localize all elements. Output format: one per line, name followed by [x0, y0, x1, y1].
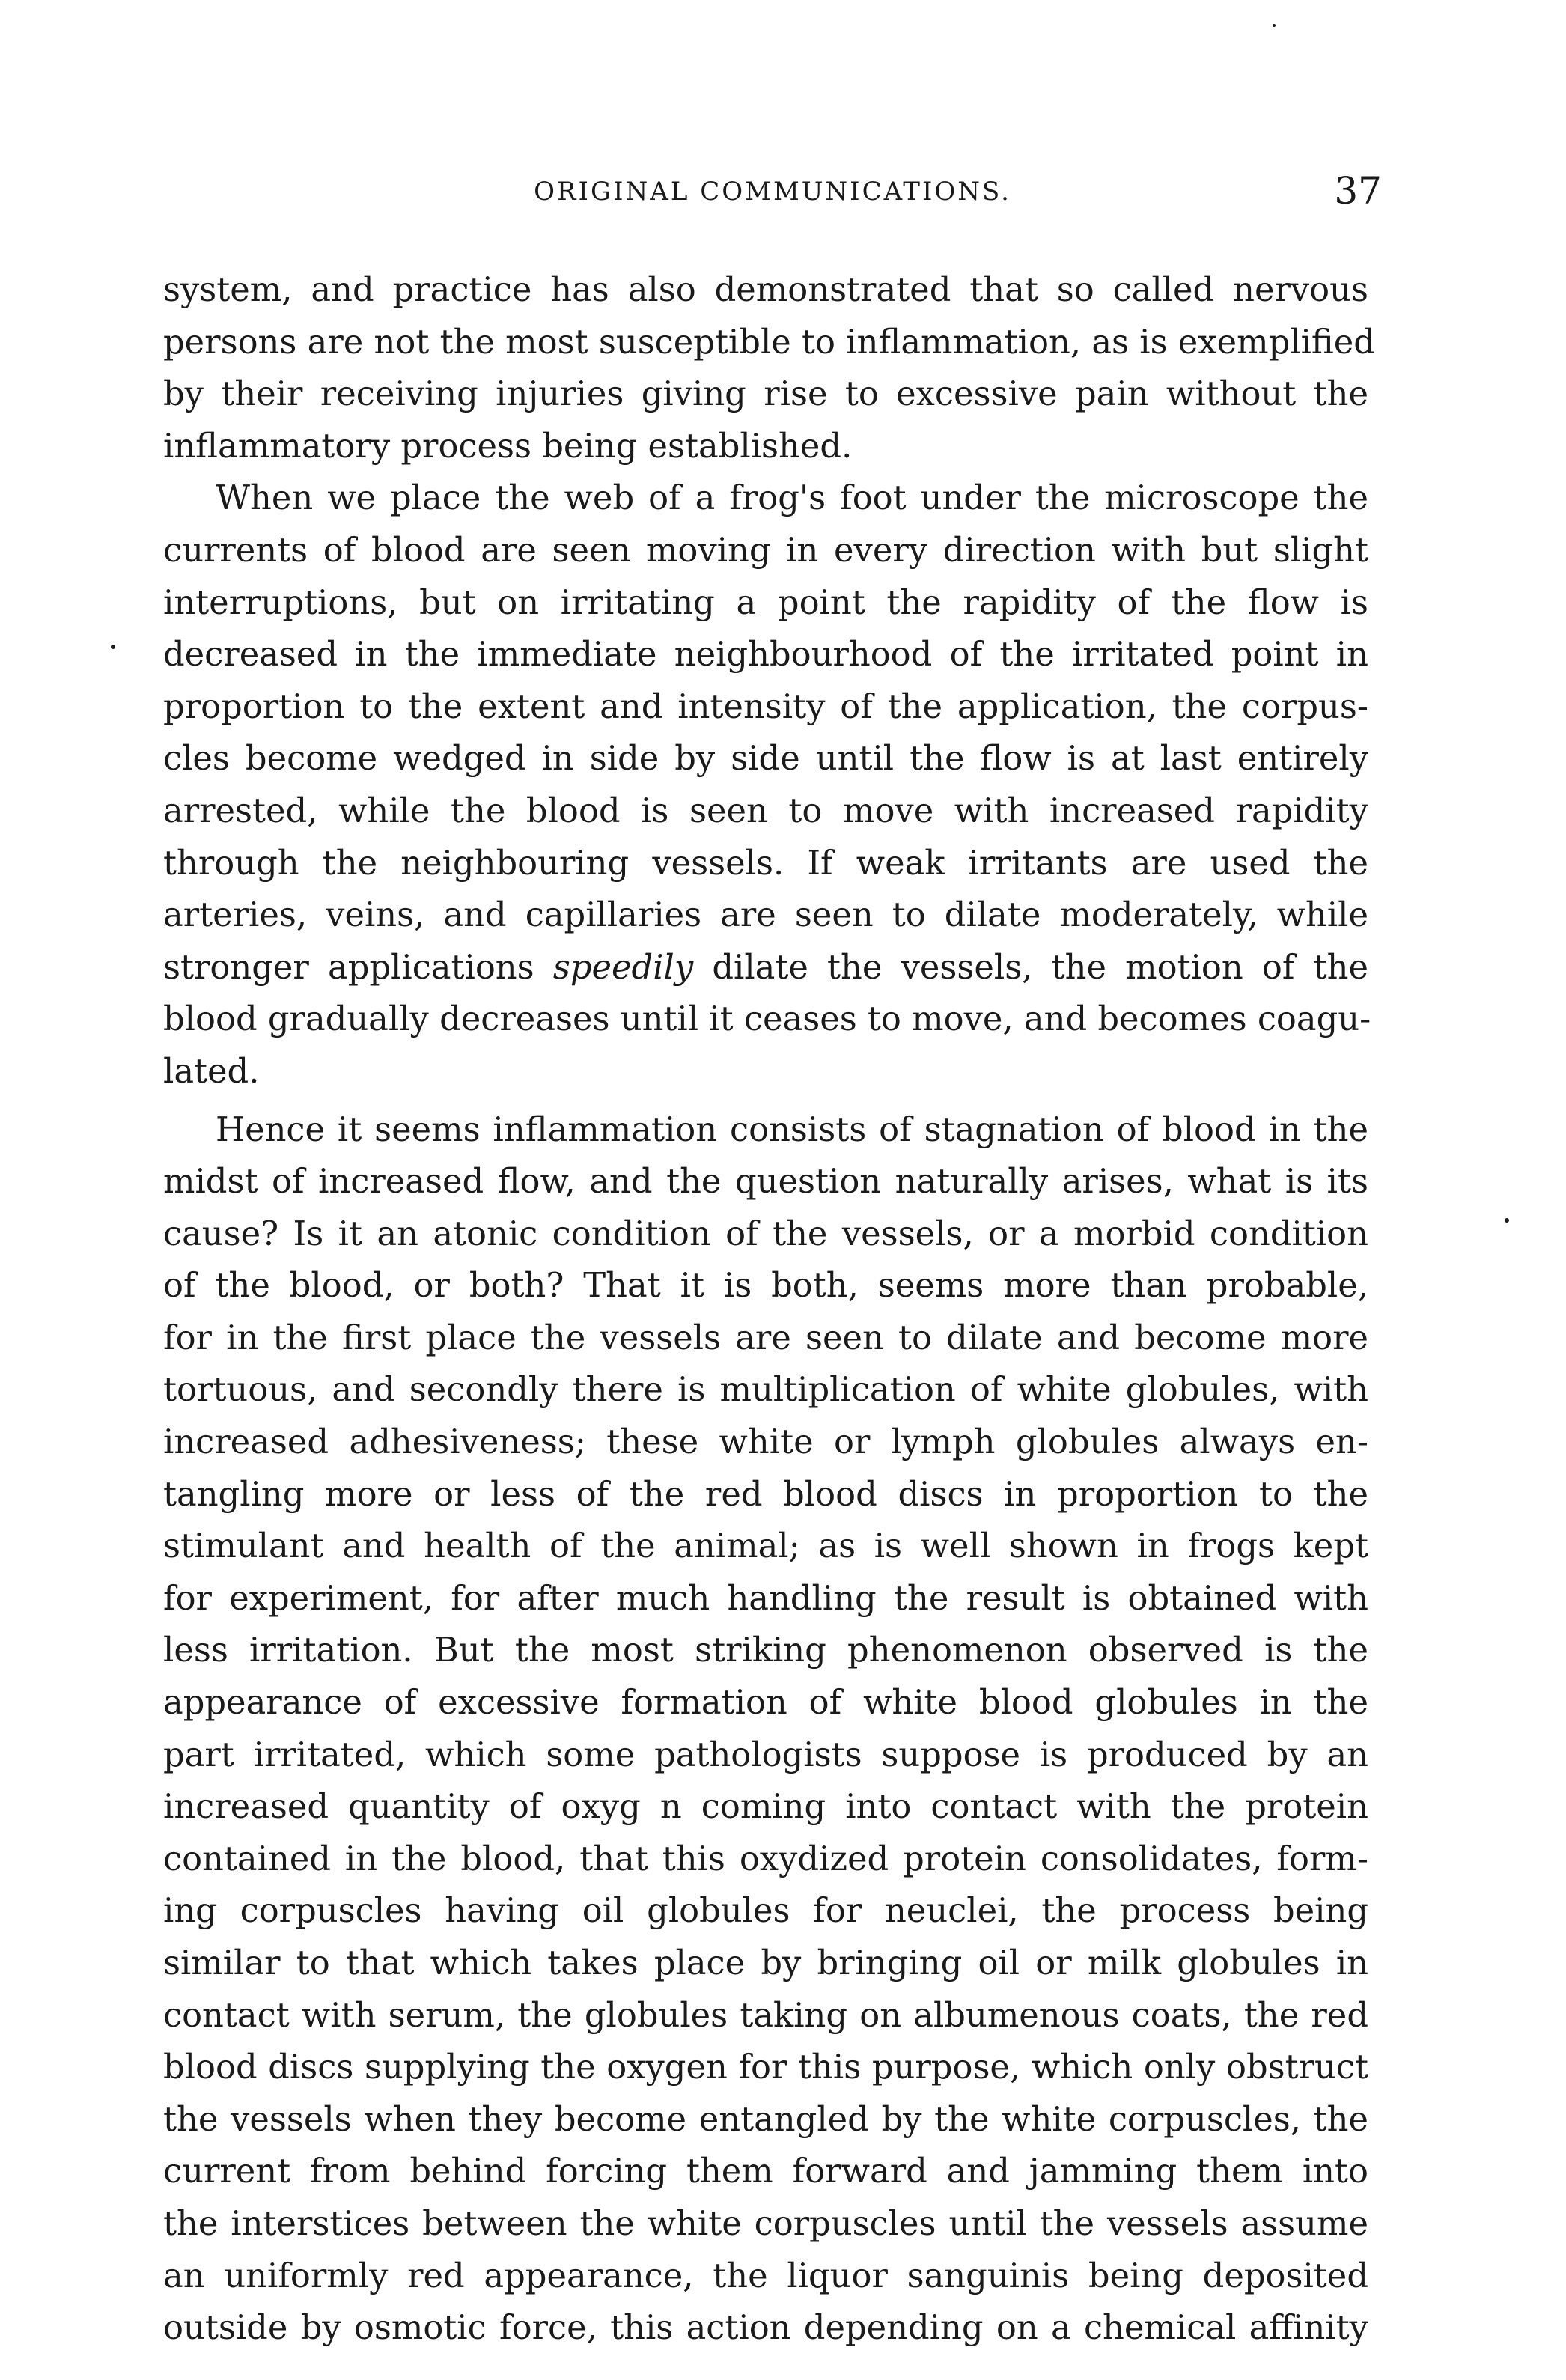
italic-word: speedily [552, 946, 694, 987]
text-line: stimulant and health of the animal; as is well shown in frogs kept [163, 1526, 1368, 1566]
text-line: blood gradually decreases until it ceases to move, and becomes coagu- [163, 999, 1371, 1039]
text-line: outside by osmotic force, this action depending on a chemical affinity [163, 2307, 1368, 2348]
text-line: part irritated, which some pathologists suppose is produced by an [163, 1734, 1368, 1774]
text-line: lated. [163, 1050, 260, 1091]
margin-mark [111, 645, 115, 649]
line-segment: dilate the vessels, the motion of the [712, 946, 1368, 987]
text-line: through the neighbouring vessels. If weak irritants are used the [163, 842, 1368, 883]
text-line: arteries, veins, and capillaries are seen to dilate moderately, while [163, 895, 1368, 935]
running-title: ORIGINAL COMMUNICATIONS. [534, 177, 1011, 207]
text-line: system, and practice has also demonstrated that so called nervous [163, 270, 1368, 309]
text-line: for in the first place the vessels are seen to dilate and become more [163, 1317, 1368, 1357]
page-number: 37 [1334, 169, 1382, 213]
text-line: increased adhesiveness; these white or lymph globules always en- [163, 1422, 1368, 1462]
text-line: similar to that which takes place by bringing oil or milk globules in [163, 1943, 1368, 1982]
paragraph-start: Hence it seems inflammation consists of stagnation of blood in the [216, 1109, 1368, 1149]
text-line: interruptions, but on irritating a point the rapidity of the flow is [163, 582, 1368, 622]
text-line: cles become wedged in side by side until the flow is at last entirely [163, 738, 1368, 779]
text-line: currents of blood are seen moving in every direction with but slight [163, 529, 1368, 570]
text-line: proportion to the extent and intensity of the application, the corpus- [163, 686, 1368, 726]
text-line: an uniformly red appearance, the liquor sanguinis being deposited [163, 2255, 1368, 2295]
text-line: the interstices between the white corpuscles until the vessels assume [163, 2203, 1368, 2243]
margin-mark [1273, 24, 1276, 27]
text-line: tangling more or less of the red blood discs in proportion to the [163, 1473, 1368, 1514]
text-line: arrested, while the blood is seen to move with increased rapidity [163, 790, 1368, 830]
text-line [163, 941, 1368, 993]
text-line: cause? Is it an atonic condition of the vessels, or a morbid condition [163, 1213, 1368, 1253]
text-line: contact with serum, the globules taking on albumenous coats, the red [163, 1994, 1368, 2035]
running-head [163, 169, 1382, 222]
text-line: current from behind forcing them forward and jamming them into [163, 2151, 1368, 2191]
text-line: less irritation. But the most striking phenomenon observed is the [163, 1630, 1368, 1670]
text-line: midst of increased flow, and the question naturally arises, what is its [163, 1161, 1368, 1202]
text-line: the vessels when they become entangled by the white corpuscles, the [163, 2099, 1368, 2139]
text-line: persons are not the most susceptible to inflammation, as is exemplified [163, 321, 1375, 362]
text-line: tortuous, and secondly there is multiplication of white globules, with [163, 1369, 1368, 1410]
text-line: increased quantity of oxyg n coming into contact with the protein [163, 1786, 1368, 1827]
text-line: for experiment, for after much handling the result is obtained with [163, 1577, 1368, 1618]
text-line: by their receiving injuries giving rise to excessive pain without the [163, 374, 1368, 414]
text-line: blood discs supplying the oxygen for this purpose, which only obstruct [163, 2047, 1368, 2087]
text-line: contained in the blood, that this oxydized protein consolidates, form- [163, 1838, 1368, 1878]
body-text [163, 264, 1375, 2354]
text-line: ing corpuscles having oil globules for neuclei, the process being [163, 1890, 1368, 1931]
text-line: appearance of excessive formation of white blood globules in the [163, 1682, 1368, 1723]
line-segment: stronger applications [163, 946, 534, 987]
text-line: inflammatory process being established. [163, 425, 853, 466]
text-line: of the blood, or both? That it is both, seems more than probable, [163, 1265, 1368, 1306]
margin-mark [1505, 1218, 1509, 1223]
paragraph-start: When we place the web of a frog's foot under the microscope the [216, 478, 1368, 518]
text-line: decreased in the immediate neighbourhood of the irritated point in [163, 634, 1368, 675]
